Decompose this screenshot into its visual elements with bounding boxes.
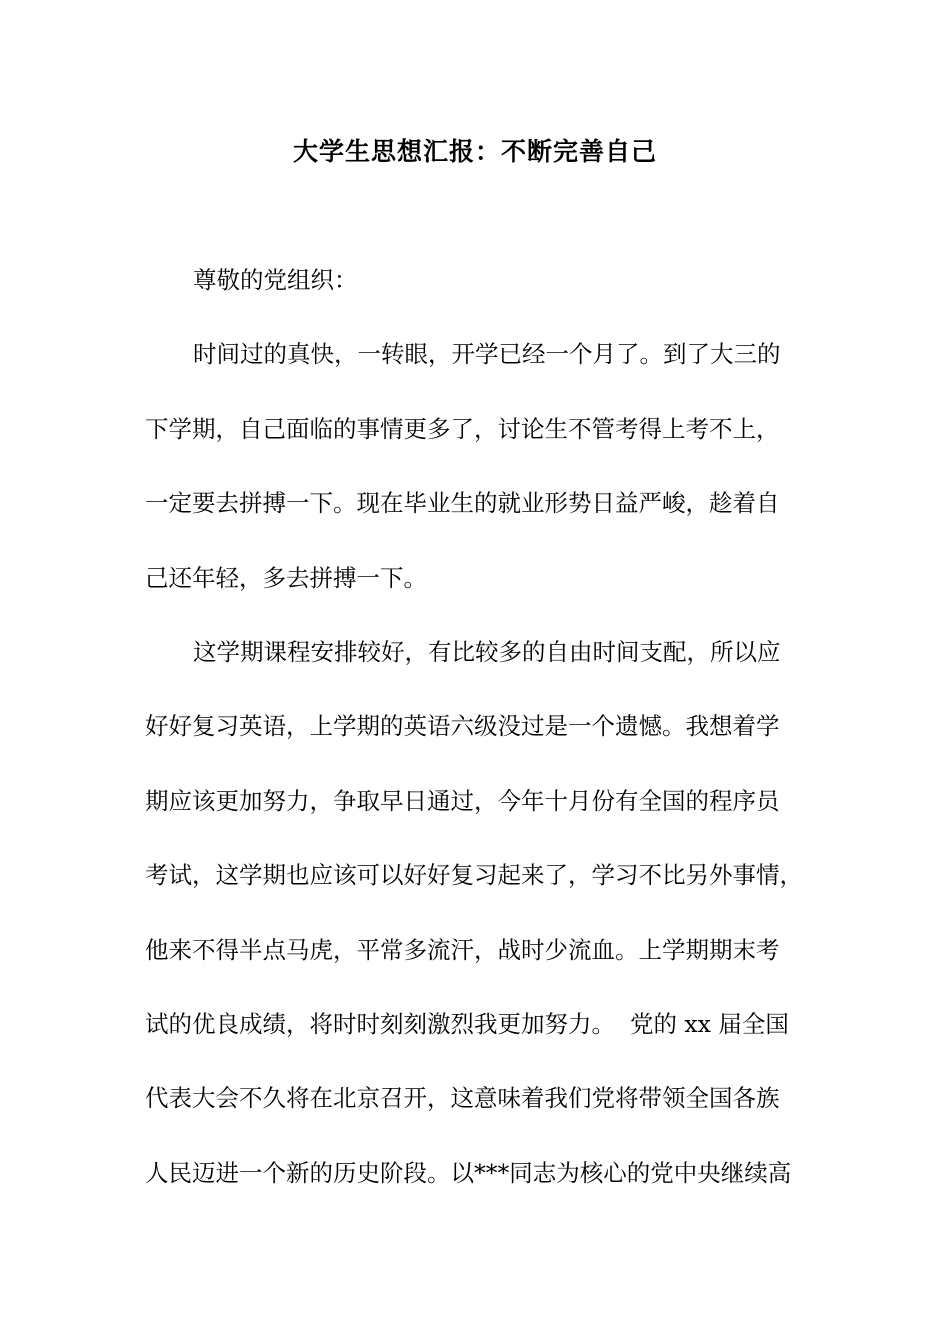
paragraph-line: 这学期课程安排较好，有比较多的自由时间支配，所以应 [193,637,781,666]
paragraph-line: 他来不得半点马虎，平常多流汗，战时少流血。上学期期末考 [145,935,780,964]
paragraph-line: 期应该更加努力，争取早日通过，今年十月份有全国的程序员 [145,786,780,815]
paragraph-line: 下学期，自己面临的事情更多了，讨论生不管考得上考不上， [145,414,780,443]
paragraph-line: 己还年轻，多去拼搏一下。 [145,563,427,592]
document-body [145,255,835,1222]
paragraph-line: 一定要去拼搏一下。现在毕业生的就业形势日益严峻，趁着自 [145,489,780,518]
paragraph-line: 考试，这学期也应该可以好好复习起来了，学习不比另外事情， [145,861,803,890]
paragraph-line: 好好复习英语，上学期的英语六级没过是一个遗憾。我想着学 [145,712,780,741]
salutation-line: 尊敬的党组织： [193,266,358,294]
paragraph-line: 代表大会不久将在北京召开，这意味着我们党将带领全国各族 [145,1084,780,1113]
document-title: 大学生思想汇报：不断完善自己 [292,137,657,166]
paragraph-line: 试的优良成绩，将时时刻刻激烈我更加努力。 党的 xx 届全国 [145,1009,789,1038]
paragraph-line: 时间过的真快，一转眼，开学已经一个月了。到了大三的 [193,340,781,369]
paragraph-line: 人民迈进一个新的历史阶段。以***同志为核心的党中央继续高 [145,1158,792,1187]
